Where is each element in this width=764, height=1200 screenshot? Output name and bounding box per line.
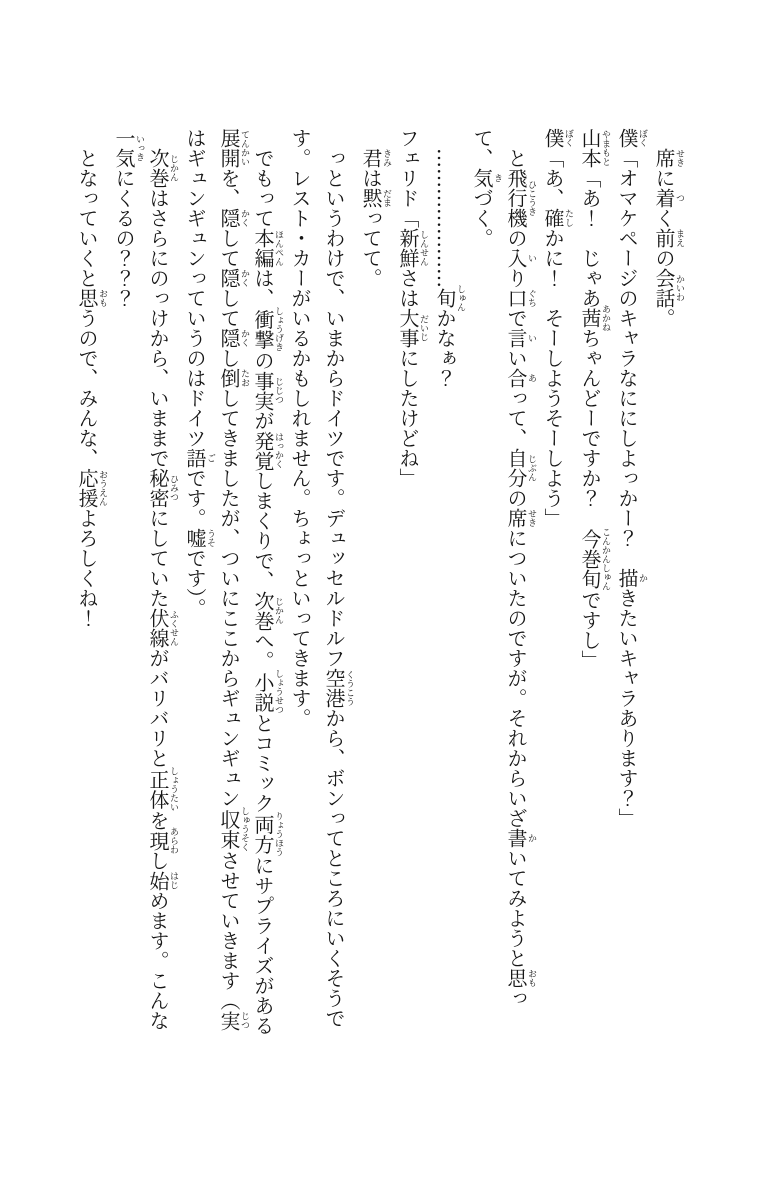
ruby-annotated-text: 今巻旬こんかんしゅん [578, 527, 610, 591]
furigana: しんせん [418, 228, 428, 268]
furigana: か [637, 568, 647, 588]
ruby-annotated-text: 始はじ [146, 870, 178, 891]
ruby-annotated-text: 書か [504, 828, 536, 848]
ruby-annotated-text: 席せき [504, 508, 536, 528]
ruby-annotated-text: 衝撃しょうげき [251, 306, 283, 352]
ruby-annotated-text: 席せき [652, 148, 684, 168]
furigana: たお [239, 368, 249, 388]
ruby-annotated-text: 一気いっき [112, 128, 144, 168]
furigana: しょうせつ [273, 669, 283, 715]
ruby-annotated-text: 応援おうえん [75, 468, 107, 508]
ruby-annotated-text: 入い [504, 248, 536, 268]
afterword-paragraph: となっていくと思おもうので、みんな、応援おうえんよろしくね！ [75, 148, 107, 628]
furigana: じかん [168, 148, 178, 188]
ruby-annotated-text: 収束しゅうそく [217, 806, 249, 852]
furigana: しょうげき [273, 306, 283, 352]
furigana: かいわ [674, 268, 684, 308]
furigana: ひみつ [168, 468, 178, 508]
afterword-text [70, 128, 684, 1043]
afterword-paragraph: …………………旬しゅんかなぁ？ [433, 148, 465, 388]
furigana: あらわ [168, 827, 178, 854]
furigana: あかね [600, 304, 610, 332]
furigana: やまもと [600, 128, 610, 168]
ruby-annotated-text: 君きみ [359, 148, 391, 168]
furigana: かく [239, 208, 249, 228]
furigana: つ [674, 188, 684, 208]
afterword-paragraph: 席せきに着つく前まえの会話かいわ。 [652, 148, 684, 328]
ruby-annotated-text: 小説しょうせつ [251, 669, 283, 715]
furigana: いっき [134, 128, 144, 168]
furigana: はじ [168, 870, 178, 891]
ruby-annotated-text: 描か [615, 568, 647, 588]
ruby-annotated-text: 思おも [75, 288, 107, 308]
furigana: おうえん [97, 468, 107, 508]
furigana: くうこう [344, 668, 354, 708]
furigana: き [492, 168, 502, 188]
ruby-annotated-text: 気き [470, 168, 502, 188]
afterword-paragraph: と飛行機ひこうきの入いり口ぐちで言いい合あって、自分じぶんの席せきについたのですが。それからいざ書かいてみようと思おもって、気きづく。 [470, 128, 536, 1008]
furigana: りょうほう [273, 811, 283, 857]
furigana: じかん [273, 590, 283, 631]
ruby-annotated-text: 語ご [183, 448, 215, 468]
ruby-annotated-text: 次巻じかん [251, 590, 283, 631]
ruby-annotated-text: 嘘うそ [183, 528, 215, 548]
afterword-paragraph: 山本やまもと「あ！ じゃあ茜あかねちゃんどーですか？ 今巻旬こんかんしゅんですし」 [578, 128, 610, 670]
ruby-annotated-text: 本編ほんぺん [251, 228, 283, 268]
furigana: だいじ [418, 308, 428, 348]
afterword-paragraph: 次巻じかんはさらにのっけから、いままで秘密ひみつにしていた伏線ふくせんがバリバリと正体しょうたいを現あらわし始はじめます。こんな一気いっきにくるの？？？ [112, 128, 178, 1031]
furigana: あ [526, 368, 536, 388]
ruby-annotated-text: 僕ぼく [541, 128, 573, 148]
furigana: せき [526, 508, 536, 528]
ruby-annotated-text: 正体しょうたい [146, 766, 178, 812]
furigana: じぶん [526, 448, 536, 488]
ruby-annotated-text: 事実じじつ [251, 370, 283, 411]
ruby-annotated-text: 前まえ [652, 228, 684, 248]
furigana: おも [526, 968, 536, 988]
furigana: ふくせん [168, 608, 178, 648]
furigana: せき [674, 148, 684, 168]
furigana: しゅうそく [239, 806, 249, 852]
ruby-annotated-text: 茜あかね [578, 304, 610, 332]
ruby-annotated-text: 次巻じかん [146, 148, 178, 188]
afterword-paragraph: 僕ぼく「オマケページのキャラなににしよっかー？ 描かきたいキャラあります？」 [615, 128, 647, 828]
ruby-annotated-text: 黙だま [359, 188, 391, 208]
ruby-annotated-text: 隠かく [217, 268, 249, 288]
ruby-annotated-text: 合あ [504, 368, 536, 388]
afterword-paragraph: でもって本編ほんぺんは、衝撃しょうげきの事実じじつが発覚はっかくしまくりで、次巻じかんへ。小説しょうせつとコミック両方りょうほうにサプライズがある展開てんかいを、隠かくして隠かくして隠かくし倒たおしてきましたが、ついにここからギュンギュン収束しゅうそくさせていきます（実じつはギュンギュンっていうのはドイツ語ごです。嘘うそです）。 [183, 128, 283, 1036]
ruby-annotated-text: 確たし [541, 208, 573, 228]
furigana: かく [239, 268, 249, 288]
furigana: しょうたい [168, 766, 178, 812]
furigana: じつ [239, 1010, 249, 1031]
afterword-paragraph: 僕ぼく「あ、確たしかに！ そーしようそーしよう」 [541, 128, 573, 528]
ruby-annotated-text: 自分じぶん [504, 448, 536, 488]
furigana: ご [205, 448, 215, 468]
furigana: ひこうき [526, 168, 536, 228]
afterword-paragraph: 君きみは黙だまってて。 [359, 148, 391, 288]
furigana: じじつ [273, 370, 283, 411]
furigana: きみ [381, 148, 391, 168]
furigana: てんかい [239, 128, 249, 168]
furigana: ぼく [563, 128, 573, 148]
ruby-annotated-text: 倒たお [217, 368, 249, 388]
ruby-annotated-text: 隠かく [217, 328, 249, 348]
furigana: ほんぺん [273, 228, 283, 268]
furigana: まえ [674, 228, 684, 248]
ruby-annotated-text: 口ぐち [504, 288, 536, 308]
ruby-annotated-text: 山本やまもと [578, 128, 610, 168]
ruby-annotated-text: 隠かく [217, 208, 249, 228]
ruby-annotated-text: 現あらわ [146, 827, 178, 854]
furigana: うそ [205, 528, 215, 548]
ruby-annotated-text: 秘密ひみつ [146, 468, 178, 508]
furigana: しゅん [455, 284, 465, 312]
ruby-annotated-text: 実じつ [217, 1010, 249, 1031]
ruby-annotated-text: 旬しゅん [433, 284, 465, 312]
furigana: はっかく [273, 430, 283, 471]
furigana: ぼく [637, 128, 647, 148]
ruby-annotated-text: 伏線ふくせん [146, 608, 178, 648]
ruby-annotated-text: 空港くうこう [322, 668, 354, 708]
ruby-annotated-text: 大事だいじ [396, 308, 428, 348]
ruby-annotated-text: 言い [504, 328, 536, 348]
afterword-paragraph: フェリド「新鮮しんせんさは大事だいじにしたけどね」 [396, 128, 428, 488]
furigana: か [526, 828, 536, 848]
ruby-annotated-text: 思おも [504, 968, 536, 988]
ruby-annotated-text: 新鮮しんせん [396, 228, 428, 268]
ruby-annotated-text: 展開てんかい [217, 128, 249, 168]
ruby-annotated-text: 会話かいわ [652, 268, 684, 308]
ruby-annotated-text: 着つ [652, 188, 684, 208]
furigana: こんかんしゅん [600, 527, 610, 591]
ruby-annotated-text: 両方りょうほう [251, 811, 283, 857]
furigana: い [526, 248, 536, 268]
ruby-annotated-text: 飛行機ひこうき [504, 168, 536, 228]
furigana: だま [381, 188, 391, 208]
ruby-annotated-text: 僕ぼく [615, 128, 647, 148]
furigana: たし [563, 208, 573, 228]
furigana: ぐち [526, 288, 536, 308]
afterword-paragraph: っというわけで、いまからドイツです。デュッセルドルフ空港くうこうから、ボンってところにいくそうです。レスト・カーがいるかもしれません。ちょっといってきます。 [288, 128, 354, 1028]
furigana: かく [239, 328, 249, 348]
furigana: おも [97, 288, 107, 308]
ruby-annotated-text: 発覚はっかく [251, 430, 283, 471]
furigana: い [526, 328, 536, 348]
